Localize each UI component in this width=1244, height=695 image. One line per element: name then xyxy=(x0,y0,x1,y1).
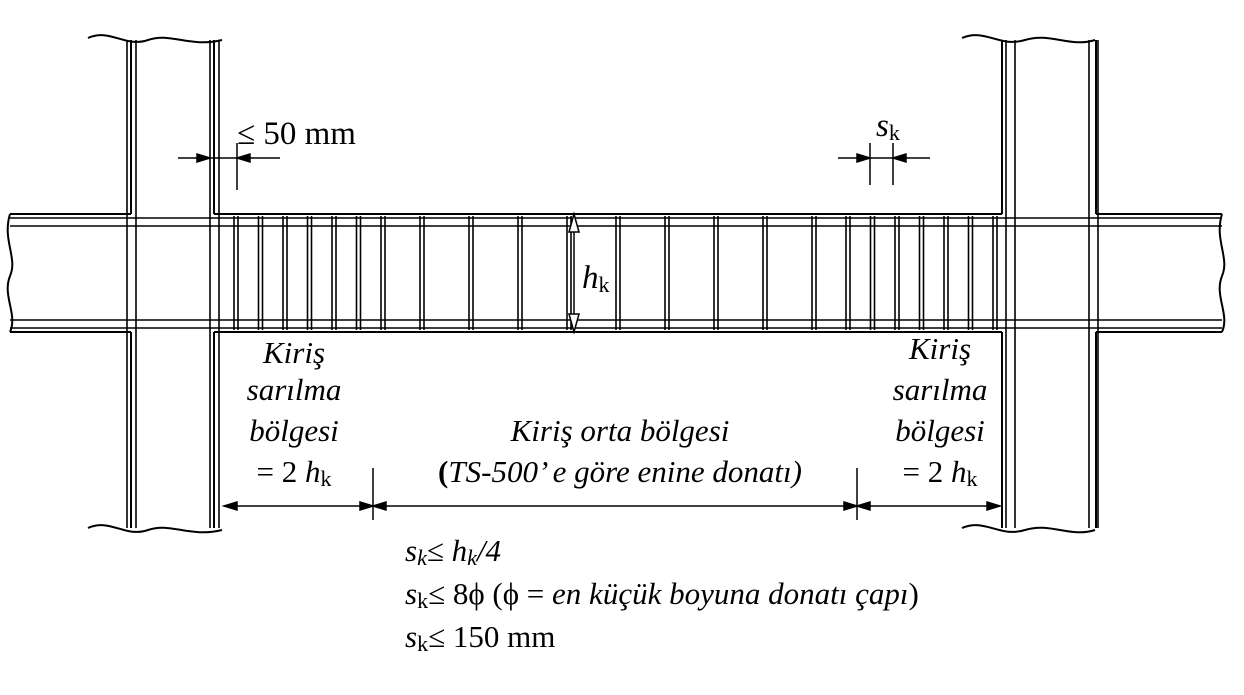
beam-left-break xyxy=(8,214,13,332)
left-column-top-break xyxy=(88,35,222,42)
right-zone-line2: sarılma xyxy=(892,372,988,407)
right-zone-line1: Kiriş xyxy=(908,331,972,366)
height-label: hk xyxy=(582,260,610,297)
beam-right-break xyxy=(1220,214,1225,332)
left-zone-length: = 2 hk xyxy=(256,454,332,491)
beam-stirrups xyxy=(234,216,997,330)
middle-zone-note: (TS-500’ e göre enine donatı) xyxy=(438,454,802,489)
offset-arrow-right xyxy=(237,154,250,162)
spacing-dimension xyxy=(838,143,930,185)
left-zone-line3: bölgesi xyxy=(249,413,339,448)
offset-arrow-left xyxy=(197,154,210,162)
spacing-arrow-right xyxy=(893,154,906,162)
right-zone-length: = 2 hk xyxy=(902,454,978,491)
middle-zone-title: Kiriş orta bölgesi xyxy=(510,413,730,448)
max-offset-label: ≤ 50 mm xyxy=(237,116,356,152)
spacing-arrow-left xyxy=(857,154,870,162)
right-zone-line3: bölgesi xyxy=(895,413,985,448)
rule-3: sk≤ 150 mm xyxy=(405,619,556,656)
spacing-label: sk xyxy=(876,108,900,145)
left-column-bottom-break xyxy=(88,525,222,532)
right-column-bottom-break xyxy=(962,525,1095,532)
rule-1: sk≤ hk/4 xyxy=(405,533,501,570)
left-zone-line1: Kiriş xyxy=(262,335,326,370)
left-zone-line2: sarılma xyxy=(246,372,342,407)
right-column-top-break xyxy=(962,35,1095,42)
rule-2: sk≤ 8ϕ (ϕ = en küçük boyuna donatı çapı) xyxy=(405,576,919,613)
